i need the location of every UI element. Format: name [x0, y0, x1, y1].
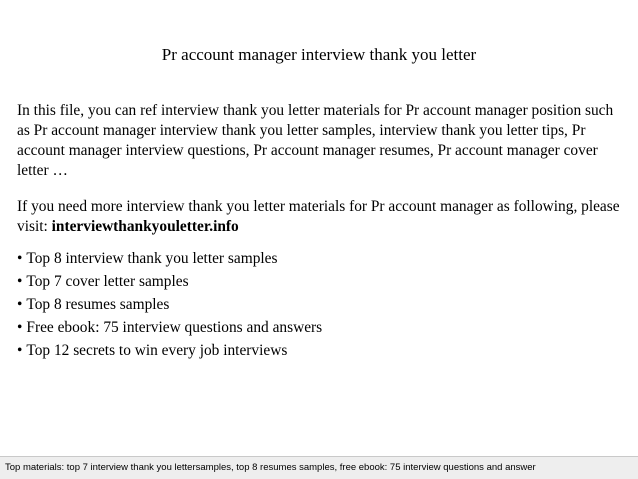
bullet-icon: •: [17, 342, 23, 359]
list-item: [17, 318, 629, 338]
materials-list: [17, 249, 629, 361]
bullet-icon: •: [17, 250, 23, 267]
list-item-text: Free ebook: 75 interview questions and answers: [26, 319, 323, 336]
intro-paragraph: In this file, you can ref interview thank you letter materials for Pr account manager position such as Pr account manager interview thank you letter samples, interview thank you letter tips, Pr account manager interview questions, Pr account manager resumes, Pr account manager cover letter …: [17, 102, 614, 179]
list-item: [17, 249, 629, 269]
visit-text: If you need more interview thank you letter materials for Pr account manager as following, please visit:: [17, 198, 620, 235]
page-title: Pr account manager interview thank you letter: [161, 45, 477, 64]
list-item-text: Top 8 interview thank you letter samples: [26, 250, 278, 267]
bullet-icon: •: [17, 296, 23, 313]
footer-bar: [0, 456, 638, 479]
bullet-icon: •: [17, 273, 23, 290]
document-body: [17, 101, 629, 364]
bullet-icon: •: [17, 319, 23, 336]
website-link[interactable]: interviewthankyouletter.info: [51, 218, 239, 235]
visit-paragraph: [17, 197, 629, 237]
list-item-text: Top 12 secrets to win every job interviews: [26, 342, 288, 359]
list-item: [17, 295, 629, 315]
footer-text: Top materials: top 7 interview thank you lettersamples, top 8 resumes samples, free ebook: 75 interview questions and answer: [5, 462, 536, 473]
list-item: [17, 272, 629, 292]
list-item: [17, 341, 629, 361]
list-item-text: Top 8 resumes samples: [26, 296, 170, 313]
list-item-text: Top 7 cover letter samples: [26, 273, 189, 290]
